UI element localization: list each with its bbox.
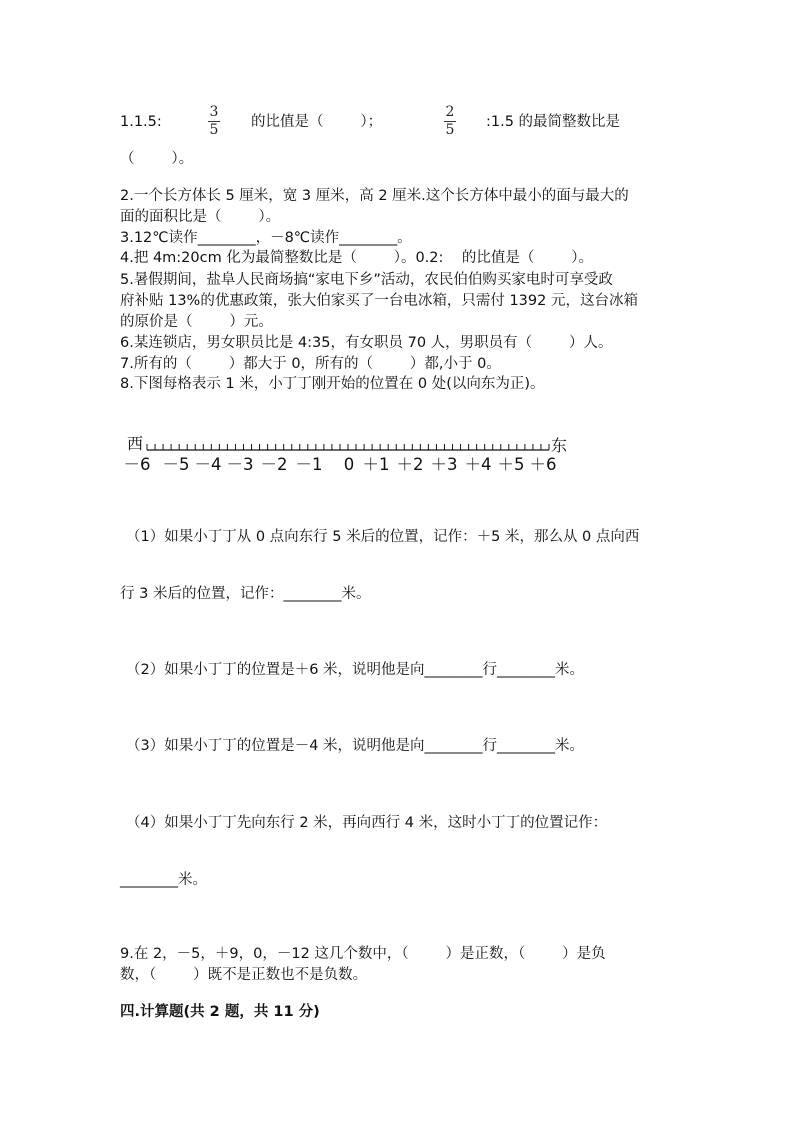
- number-line-label: －6: [123, 455, 151, 474]
- sub1-line2: 行 3 米后的位置，记作：________米。: [120, 586, 371, 602]
- number-line-label: 0: [343, 455, 355, 474]
- fraction-2-5: [443, 105, 457, 138]
- q1-suffix: :1.5 的最简整数比是: [486, 114, 621, 130]
- number-line-label: －2: [260, 455, 288, 474]
- number-line-label: －5: [162, 455, 190, 474]
- q5-line3: 的原价是（ ）元。: [120, 314, 273, 330]
- number-line-label: ＋6: [529, 455, 557, 474]
- q9-line1: 9.在 2，－5，＋9，0，－12 这几个数中，（ ）是正数，（ ）是负: [120, 946, 606, 962]
- q3-text: 3.12℃读作________，－8℃读作________。: [120, 230, 412, 246]
- west-label: 西: [127, 434, 144, 453]
- section-heading: 四.计算题(共 2 题，共 11 分): [120, 1004, 320, 1020]
- q5-line1: 5.暑假期间，盐阜人民商场搞“家电下乡”活动，农民伯伯购买家电时可享受政: [120, 272, 613, 288]
- number-line-label: ＋1: [362, 455, 390, 474]
- q6-text: 6.某连锁店，男女职员比是 4:35，有女职员 70 人，男职员有（ ）人。: [120, 335, 613, 351]
- sub4-line2: ________米。: [120, 872, 207, 888]
- q2-line2: 面的面积比是（ ）。: [120, 209, 281, 225]
- sub3-text: （3）如果小丁丁的位置是－4 米，说明他是向________行________米。: [126, 738, 585, 754]
- number-line-label: ＋2: [396, 455, 424, 474]
- fraction-numerator: 2: [445, 104, 455, 120]
- number-line-label: ＋3: [430, 455, 458, 474]
- q2-line1: 2.一个长方体长 5 厘米，宽 3 厘米，高 2 厘米.这个长方体中最小的面与最大的: [120, 188, 629, 204]
- number-line-label: －3: [226, 455, 254, 474]
- q4-text: 4.把 4m:20cm 化为最简整数比是（ ）。0.2: 的比值是（ ）。: [120, 250, 593, 266]
- sub1-line1: （1）如果小丁丁从 0 点向东行 5 米后的位置，记作：＋5 米，那么从 0 点向西: [126, 529, 640, 545]
- q1-mid: 的比值是（ ）；: [251, 114, 383, 130]
- east-label: 东: [551, 436, 568, 455]
- fraction-denominator: 5: [209, 122, 219, 138]
- sub2-text: （2）如果小丁丁的位置是＋6 米，说明他是向________行________米。: [126, 662, 585, 678]
- q9-line2: 数，（ ）既不是正数也不是负数。: [120, 967, 368, 983]
- number-line-ticks: [147, 444, 549, 450]
- q1-prefix: 1.1.5:: [120, 114, 162, 130]
- sub4-line1: （4）如果小丁丁先向东行 2 米，再向西行 4 米，这时小丁丁的位置记作：: [126, 815, 608, 831]
- number-line-label: ＋5: [497, 455, 525, 474]
- q1-answer-blank: （ ）。: [120, 151, 194, 167]
- q8-text: 8.下图每格表示 1 米，小丁丁刚开始的位置在 0 处(以向东为正)。: [120, 376, 545, 392]
- number-line-label: －4: [194, 455, 222, 474]
- q7-text: 7.所有的（ ）都大于 0，所有的（ ）都,小于 0。: [120, 356, 501, 372]
- fraction-denominator: 5: [445, 122, 455, 138]
- fraction-3-5: [207, 105, 221, 138]
- number-line-label: ＋4: [464, 455, 492, 474]
- q5-line2: 府补贴 13%的优惠政策，张大伯家买了一台电冰箱，只需付 1392 元，这台冰箱: [120, 293, 638, 309]
- fraction-numerator: 3: [209, 104, 219, 120]
- number-line-label: －1: [295, 455, 323, 474]
